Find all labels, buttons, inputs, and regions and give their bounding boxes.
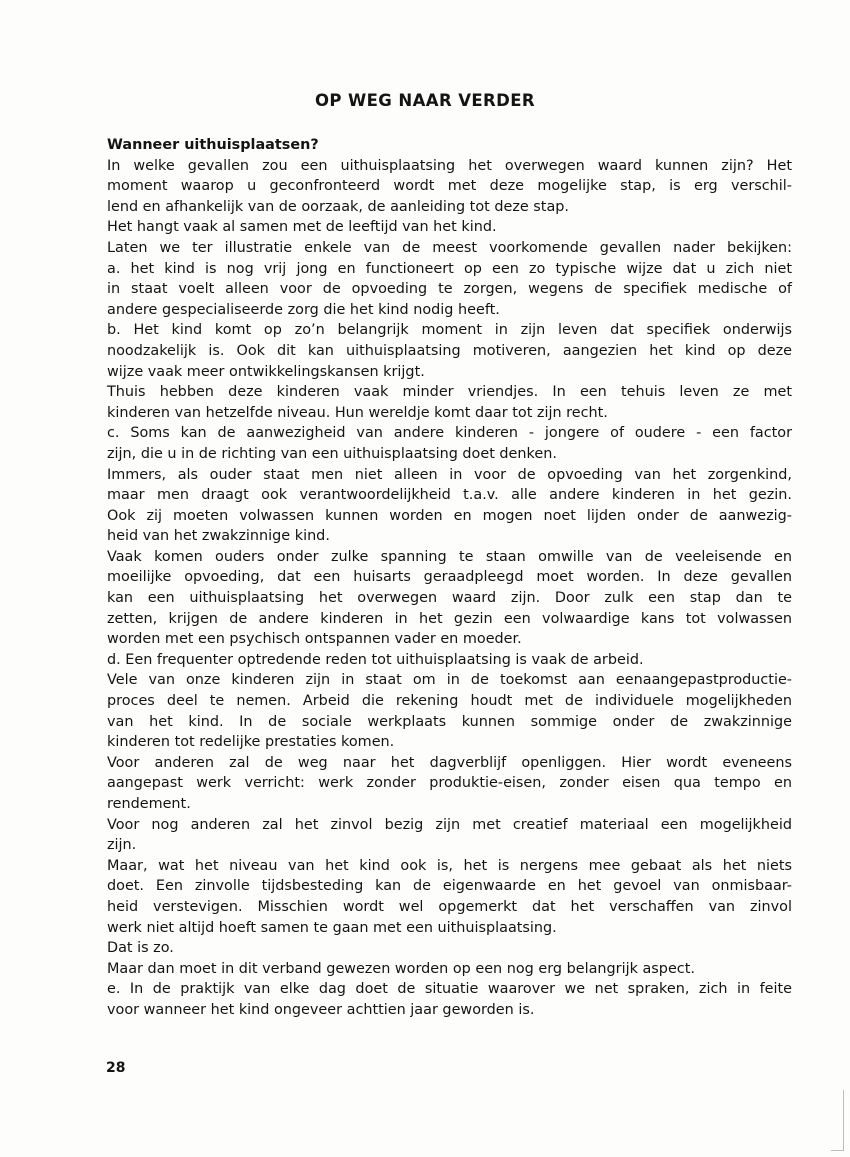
text-line: van het kind. In de sociale werkplaats kunnen sommige onder de zwakzinnige	[107, 713, 792, 730]
text-line: moeilijke opvoeding, dat een huisarts geraadpleegd moet worden. In deze gevallen	[107, 569, 792, 586]
text-line: Maar, wat het niveau van het kind ook is, het is nergens mee gebaat als het niets	[107, 857, 792, 874]
text-line: wijze vaak meer ontwikkelingskansen krijgt.	[107, 363, 425, 380]
text-line: doet. Een zinvolle tijdsbesteding kan de eigenwaarde en het gevoel van onmisbaar-	[107, 878, 792, 895]
text-line: Laten we ter illustratie enkele van de meest voorkomende gevallen nader bekijken:	[107, 239, 792, 256]
page-number: 28	[106, 1060, 126, 1076]
text-line: e. In de praktijk van elke dag doet de situatie waarover we net spraken, zich in feite	[107, 981, 792, 998]
text-line: d. Een frequenter optredende reden tot uithuisplaatsing is vaak de arbeid.	[107, 651, 644, 668]
text-line: Immers, als ouder staat men niet alleen in voor de opvoeding van het zorgenkind,	[107, 466, 792, 483]
text-line: heid van het zwakzinnige kind.	[107, 528, 330, 545]
text-line: a. het kind is nog vrij jong en functioneert op een zo typische wijze dat u zich niet	[107, 260, 792, 277]
text-line: Ook zij moeten volwassen kunnen worden en mogen noet lijden onder de aanwezig-	[107, 507, 792, 524]
text-line: lend en afhankelijk van de oorzaak, de aanleiding tot deze stap.	[107, 198, 569, 215]
text-line: noodzakelijk is. Ook dit kan uithuisplaatsing motiveren, aangezien het kind op deze	[107, 342, 792, 359]
text-line: aangepast werk verricht: werk zonder produktie-eisen, zonder eisen qua tempo en	[107, 775, 792, 792]
body-text	[107, 135, 792, 1021]
text-line: Het hangt vaak al samen met de leeftijd van het kind.	[107, 219, 497, 236]
text-line: Voor anderen zal de weg naar het dagverblijf openliggen. Hier wordt eveneens	[107, 754, 792, 771]
section-heading: Wanneer uithuisplaatsen?	[107, 137, 319, 153]
text-line: zijn.	[107, 837, 137, 854]
text-line: in staat voelt alleen voor de opvoeding te zorgen, wegens de specifiek medische of	[107, 281, 792, 298]
text-line: Vele van onze kinderen zijn in staat om in de toekomst aan eenaangepastproductie-	[107, 672, 792, 689]
text-line: proces deel te nemen. Arbeid die rekening houdt met de individuele mogelijkheden	[107, 693, 792, 710]
text-line: b. Het kind komt op zo’n belangrijk moment in zijn leven dat specifiek onderwijs	[107, 322, 792, 339]
text-line: In welke gevallen zou een uithuisplaatsing het overwegen waard kunnen zijn? Het	[107, 157, 792, 174]
text-line: kinderen van hetzelfde niveau. Hun wereldje komt daar tot zijn recht.	[107, 404, 608, 421]
text-line: werk niet altijd hoeft samen te gaan met een uithuisplaatsing.	[107, 919, 557, 936]
text-line: Thuis hebben deze kinderen vaak minder vriendjes. In een tehuis leven ze met	[107, 384, 792, 401]
page-edge-mark	[831, 1090, 844, 1151]
text-line: Vaak komen ouders onder zulke spanning te staan omwille van de veeleisende en	[107, 548, 792, 565]
text-line: moment waarop u geconfronteerd wordt met deze mogelijke stap, is erg verschil-	[107, 178, 792, 195]
text-line: c. Soms kan de aanwezigheid van andere kinderen - jongere of oudere - een factor	[107, 425, 792, 442]
text-line: Maar dan moet in dit verband gewezen worden op een nog erg belangrijk aspect.	[107, 960, 695, 977]
text-line: worden met een psychisch ontspannen vader en moeder.	[107, 631, 522, 648]
text-line: voor wanneer het kind ongeveer achttien jaar geworden is.	[107, 1001, 535, 1018]
text-line: Dat is zo.	[107, 940, 174, 957]
text-line: kan een uithuisplaatsing het overwegen waard zijn. Door zulk een stap dan te	[107, 590, 792, 607]
text-line: heid verstevigen. Misschien wordt wel opgemerkt dat het verschaffen van zinvol	[107, 898, 792, 915]
text-line: Voor nog anderen zal het zinvol bezig zijn met creatief materiaal een mogelijkheid	[107, 816, 792, 833]
text-line: andere gespecialiseerde zorg die het kind nodig heeft.	[107, 301, 500, 318]
text-line: zijn, die u in de richting van een uithuisplaatsing doet denken.	[107, 445, 557, 462]
text-line: rendement.	[107, 796, 191, 812]
text-line: zetten, krijgen de andere kinderen in het gezin een volwaardige kans tot volwassen	[107, 610, 792, 627]
text-line: maar men draagt ook verantwoordelijkheid t.a.v. alle andere kinderen in het gezin.	[107, 487, 792, 504]
page-title: OP WEG NAAR VERDER	[314, 91, 536, 110]
text-line: kinderen tot redelijke prestaties komen.	[107, 734, 395, 751]
